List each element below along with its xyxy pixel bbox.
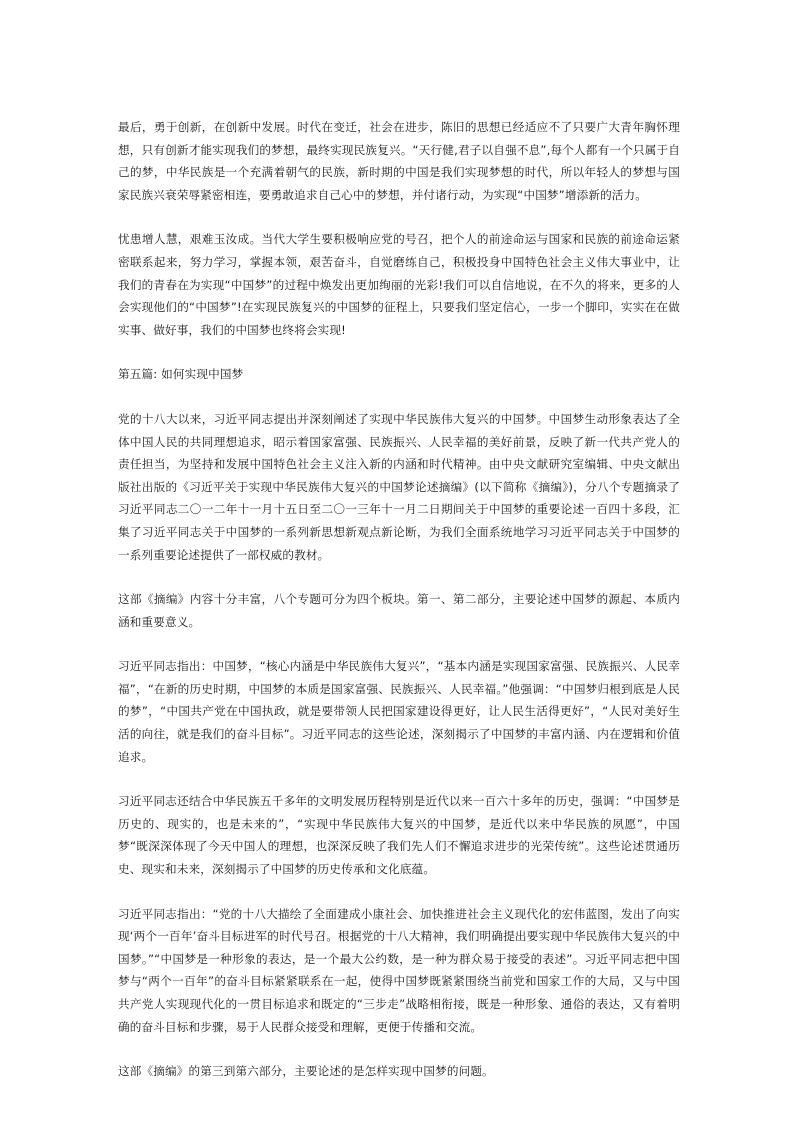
paragraph-goals: 习近平同志指出：“党的十八大描绘了全面建成小康社会、加快推进社会主义现代化的宏伟蓝图，发出了向实现‘两个一百年’奋斗目标进军的时代号召。根据党的十八大精神，我们明确提出要实现中华民族伟大复兴的中国梦。”“中国梦是一种形象的表达，是一个最大公约数，是一种为群众易于接受的表述”。习近平同志把中国梦与“两个一百年”的奋斗目标紧紧联系在一起，使得中国梦既紧紧围绕当前党和国家工作的大局，又与中国共产党人实现现代化的一贯目标追求和既定的“三步走”战略相衔接，既是一种形象、通俗的表达，又有着明确的奋斗目标和步骤，易于人民群众接受和理解，更便于传播和交流。 <box>118 906 680 1034</box>
document-page <box>118 116 680 1105</box>
paragraph-students: 忧患增人慧，艰难玉汝成。当代大学生要积极响应党的号召，把个人的前途命运与国家和民族的前途命运紧密联系起来，努力学习，掌握本领，艰苦奋斗，自觉磨练自己，积极投身中国特色社会主义伟大事业中，让我们的青春在为实现“中国梦”的过程中焕发出更加绚丽的光彩!我们可以自信地说，在不久的将来，更多的人会实现他们的“中国梦”!在实现民族复兴的中国梦的征程上，只要我们坚定信心，一步一个脚印，实实在在做实事、做好事，我们的中国梦也终将会实现! <box>118 232 680 337</box>
paragraph-how: 这部《摘编》的第三到第六部分，主要论述的是怎样实现中国梦的问题。 <box>118 1064 494 1079</box>
paragraph-structure: 这部《摘编》内容十分丰富，八个专题可分为四个板块。第一、第二部分，主要论述中国梦的源起、本质内涵和重要意义。 <box>118 592 680 629</box>
paragraph-innovation: 最后，勇于创新，在创新中发展。时代在变迁，社会在进步，陈旧的思想已经适应不了只要广大青年胸怀理想，只有创新才能实现我们的梦想，最终实现民族复兴。“天行健,君子以自强不息”,每个人都有一个只属于自己的梦，中华民族是一个充满着朝气的民族，新时期的中国是我们实现梦想的时代，所以年轻人的梦想与国家民族兴衰荣辱紧密相连，要勇敢追求自己心中的梦想，并付诸行动，为实现“中国梦”增添新的活力。 <box>118 120 680 202</box>
paragraph-connotation: 习近平同志指出：中国梦，“核心内涵是中华民族伟大复兴”，“基本内涵是实现国家富强、民族振兴、人民幸福”，“在新的历史时期，中国梦的本质是国家富强、民族振兴、人民幸福。”他强调：“中国梦归根到底是人民的梦”，“中国共产党在中国执政，就是要带领人民把国家建设得更好，让人民生活得更好”，“人民对美好生活的向往，就是我们的奋斗目标”。习近平同志的这些论述，深刻揭示了中国梦的丰富内涵、内在逻辑和价值追求。 <box>118 659 680 764</box>
section-heading: 第五篇: 如何实现中国梦 <box>118 367 244 382</box>
paragraph-intro: 党的十八大以来，习近平同志提出并深刻阐述了实现中华民族伟大复兴的中国梦。中国梦生动形象表达了全体中国人民的共同理想追求，昭示着国家富强、民族振兴、人民幸福的美好前景，反映了新一代共产党人的责任担当，为坚持和发展中国特色社会主义注入新的内涵和时代精神。由中央文献研究室编辑、中央文献出版社出版的《习近平关于实现中华民族伟大复兴的中国梦论述摘编》(以下简称《摘编》)，分八个专题摘录了习近平同志二〇一二年十一月十五日至二〇一三年十一月二日期间关于中国梦的重要论述一百四十多段，汇集了习近平同志关于中国梦的一系列新思想新观点新论断，为我们全面系统地学习习近平同志关于中国梦的一系列重要论述提供了一部权威的教材。 <box>118 411 680 562</box>
paragraph-history: 习近平同志还结合中华民族五千多年的文明发展历程特别是近代以来一百六十多年的历史，强调：“中国梦是历史的、现实的，也是未来的”，“实现中华民族伟大复兴的中国梦，是近代以来中华民族的夙愿”，中国梦“既深深体现了今天中国人的理想，也深深反映了我们先人们不懈追求进步的光荣传统”。这些论述贯通历史、现实和未来，深刻揭示了中国梦的历史传承和文化底蕴。 <box>118 794 680 877</box>
